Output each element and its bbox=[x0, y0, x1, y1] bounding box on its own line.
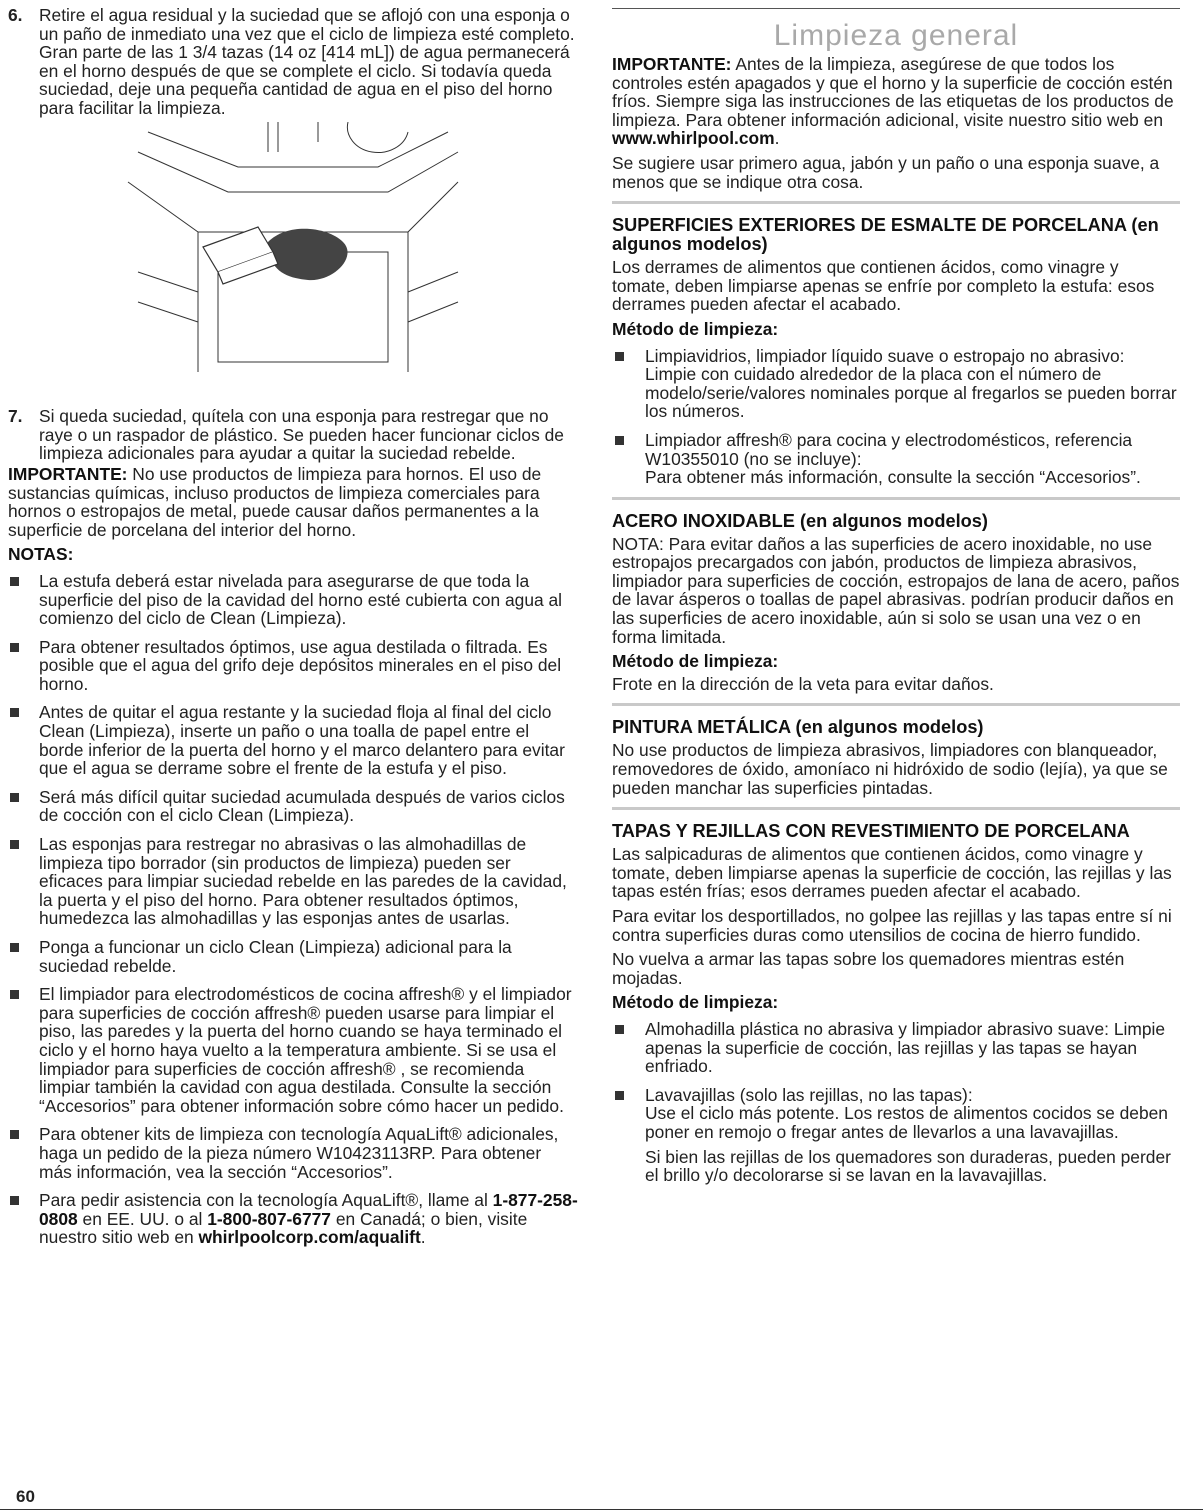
paragraph: No vuelva a armar las tapas sobre los quemadores mientras estén mojadas. bbox=[612, 949, 1125, 988]
note-text: Antes de quitar el agua restante y la suciedad floja al final del ciclo Clean (Limpieza), inserte un paño o una toalla de papel entre el borde inferior de la puerta del horno y el marco delantero para evitar que el agua se derrame sobre el frente de la estufa y el piso. bbox=[39, 702, 565, 779]
important-text: Antes de la limpieza, asegúrese de que todos los controles estén apagados y que el horno y la superficie de cocción estén fríos. Siempre siga las instrucciones de las etiquetas de los productos de limpieza. Para obtener información adicional, visite nuestro sitio web en bbox=[612, 54, 1174, 130]
notas-heading: NOTAS: bbox=[8, 544, 74, 565]
list-item bbox=[8, 788, 578, 825]
notes-list bbox=[8, 572, 578, 1247]
bullet-icon bbox=[615, 1025, 624, 1034]
bullet-text: Si bien las rejillas de los quemadores son duraderas, pueden perder el brillo y/o decolorarse si se lavan en la lavavajillas. bbox=[645, 1146, 1171, 1186]
bullet-icon bbox=[10, 793, 19, 802]
list-item bbox=[612, 1020, 1180, 1076]
oven-cleaning-illustration bbox=[118, 122, 468, 392]
bullet-icon bbox=[10, 577, 19, 586]
bullet-icon bbox=[615, 436, 624, 445]
list-item bbox=[8, 1125, 578, 1181]
important-note bbox=[8, 465, 578, 539]
list-item bbox=[8, 703, 578, 777]
bullet-text: Almohadilla plástica no abrasiva y limpiador abrasivo suave: Limpie apenas la superficie de cocción, las rejillas y las tapas se hayan enfriado. bbox=[645, 1018, 1166, 1077]
important-note bbox=[612, 55, 1180, 148]
bullet-icon bbox=[10, 1196, 19, 1205]
bullet-icon bbox=[10, 1130, 19, 1139]
bullet-text: Limpiador affresh® para cocina y electrodomésticos, referencia W10355010 (no se incluye): bbox=[645, 429, 1133, 469]
note-text: El limpiador para electrodomésticos de cocina affresh® y el limpiador para superficies de cocción affresh® pueden usarse para limpiar el piso, las paredes y la puerta del horno cuando se haya terminado el ciclo y el horno haya vuelto a la temperatura ambiente. Si se usa el limpiador para superficies de cocción affresh® , se recomienda limpiar también la cavidad con agua destilada. Consulte la sección “Accesorios” para obtener información sobre cómo hacer un pedido. bbox=[39, 984, 572, 1116]
bullet-icon bbox=[10, 643, 19, 652]
paragraph: NOTA: Para evitar daños a las superficies de acero inoxidable, no use estropajos precargados con jabón, productos de limpieza abrasivos, limpiador para superficies de cocción, estropajos de lana de acero, paños de lavar ásperos o toallas de papel abrasivas. podrían producir daños en las superficies de acero inoxidable, aún si solo se usan una vez o en forma limitada. bbox=[612, 533, 1180, 647]
list-item bbox=[612, 347, 1180, 421]
step-7 bbox=[8, 407, 578, 463]
method-list bbox=[612, 347, 1180, 487]
important-label: IMPORTANTE: bbox=[8, 463, 128, 484]
paragraph: Frote en la dirección de la veta para evitar daños. bbox=[612, 673, 994, 694]
suggestion-text: Se sugiere usar primero agua, jabón y un paño o una esponja suave, a menos que se indique otra cosa. bbox=[612, 152, 1160, 192]
note-text: Las esponjas para restregar no abrasivas o las almohadillas de limpieza tipo borrador (sin productos de limpieza) pueden ser eficaces para limpiar suciedad rebelde en las paredes de la cavidad, la puerta y el piso del horno. Para obtener resultados óptimos, humedezca las almohadillas y las esponjas antes de usarlas. bbox=[39, 834, 567, 929]
method-heading: Método de limpieza: bbox=[612, 318, 779, 339]
paragraph: Para evitar los desportillados, no golpee las rejillas y las tapas entre sí ni contra superficies duras como utensilios de cocina de hierro fundido. bbox=[612, 906, 1172, 945]
divider bbox=[612, 807, 1180, 810]
list-item bbox=[8, 638, 578, 694]
divider bbox=[612, 201, 1180, 204]
note-text-b: en EE. UU. o al bbox=[77, 1208, 208, 1229]
bullet-icon bbox=[10, 943, 19, 952]
bullet-text: Limpiavidrios, limpiador líquido suave o estropajo no abrasivo: Limpie con cuidado alrededor de la placa con el número de modelo/serie/valores nominales porque al fregarlos se pueden borrar los números. bbox=[645, 345, 1177, 422]
list-item bbox=[612, 1086, 1180, 1185]
list-item bbox=[8, 985, 578, 1115]
phone-ca: 1-800-807-6777 bbox=[207, 1208, 331, 1229]
method-heading: Método de limpieza: bbox=[612, 651, 779, 672]
method-list bbox=[612, 1020, 1180, 1185]
bullet-icon bbox=[615, 352, 624, 361]
important-label: IMPORTANTE: bbox=[612, 54, 732, 74]
note-text: La estufa deberá estar nivelada para asegurarse de que toda la superficie del piso de la cavidad del horno esté cubierta con agua al comienzo del ciclo de Clean (Limpieza). bbox=[39, 570, 563, 629]
note-text-a: Para pedir asistencia con la tecnología AquaLift®, llame al bbox=[39, 1190, 493, 1211]
step-number: 7. bbox=[8, 406, 23, 427]
list-item bbox=[612, 431, 1180, 487]
method-heading: Método de limpieza: bbox=[612, 992, 779, 1013]
left-column bbox=[8, 6, 578, 1257]
heading-porcelain-exterior: SUPERFICIES EXTERIORES DE ESMALTE DE PORCELANA (en algunos modelos) bbox=[612, 215, 1159, 255]
step-number: 6. bbox=[8, 5, 23, 25]
paragraph: Los derrames de alimentos que contienen ácidos, como vinagre y tomate, deben limpiarse apenas se enfríe por completo la estufa: esos derrames pueden afectar el acabado. bbox=[612, 257, 1155, 315]
page-number: 60 bbox=[16, 1487, 35, 1506]
support-url: whirlpoolcorp.com/aqualift bbox=[198, 1227, 421, 1248]
phone-us: 1-877-258-0808 bbox=[39, 1190, 578, 1229]
heading-metallic-paint: PINTURA METÁLICA (en algunos modelos) bbox=[612, 717, 984, 738]
note-text: Para obtener resultados óptimos, use agua destilada o filtrada. Es posible que el agua del grifo deje depósitos minerales en el piso del horno. bbox=[39, 636, 562, 694]
note-text-c: en Canadá; o bien, visite nuestro sitio web en bbox=[39, 1208, 528, 1248]
bullet-text: Lavavajillas (solo las rejillas, no las tapas): bbox=[645, 1084, 973, 1105]
section-title: Limpieza general bbox=[773, 19, 1019, 52]
bullet-icon bbox=[10, 990, 19, 999]
note-text: Ponga a funcionar un ciclo Clean (Limpieza) adicional para la suciedad rebelde. bbox=[39, 937, 512, 976]
bullet-icon bbox=[10, 708, 19, 717]
bullet-icon bbox=[615, 1091, 624, 1100]
bullet-text: Use el ciclo más potente. Los restos de alimentos cocidos se deben poner en remojo o fregar antes de llevarlos a una lavavajillas. bbox=[645, 1103, 1168, 1142]
important-end: . bbox=[774, 128, 780, 149]
step-6 bbox=[8, 6, 578, 118]
list-item bbox=[8, 572, 578, 628]
website-url: www.whirlpool.com bbox=[612, 128, 775, 149]
divider bbox=[612, 497, 1180, 500]
list-item bbox=[8, 938, 578, 975]
divider bbox=[612, 703, 1180, 706]
heading-porcelain-caps-grates: TAPAS Y REJILLAS CON REVESTIMIENTO DE PORCELANA bbox=[612, 821, 1130, 842]
bullet-icon bbox=[10, 840, 19, 849]
bullet-text: Para obtener más información, consulte la sección “Accesorios”. bbox=[645, 467, 1141, 488]
list-item bbox=[8, 835, 578, 928]
note-text-d: . bbox=[420, 1227, 426, 1248]
step-text: Retire el agua residual y la suciedad que se aflojó con una esponja o un paño de inmediato una vez que el ciclo de limpieza esté completo. Gran parte de las 1 3/4 tazas (14 oz [414 mL]) de agua permanecerá en el horno después de que se complete el ciclo. Si todavía queda suciedad, deje una pequeña cantidad de agua en el piso del horno para facilitar la limpieza. bbox=[39, 5, 575, 118]
soil-stain-icon bbox=[268, 228, 348, 279]
right-column bbox=[612, 8, 1180, 1195]
paragraph: Las salpicaduras de alimentos que contienen ácidos, como vinagre y tomate, deben limpiarse apenas la superficie de cocción, las rejillas y las tapas estén frías; esos derrames pueden afectar el acabado. bbox=[612, 844, 1172, 902]
list-item bbox=[8, 1191, 578, 1247]
paragraph: No use productos de limpieza abrasivos, limpiadores con blanqueador, removedores de óxido, amoníaco ni hidróxido de sodio (lejía), ya que se pueden manchar las superficies pintadas. bbox=[612, 740, 1168, 798]
note-text: Será más difícil quitar suciedad acumulada después de varios ciclos de cocción con el ciclo Clean (Limpieza). bbox=[39, 786, 565, 826]
important-text: No use productos de limpieza para hornos. El uso de sustancias químicas, incluso productos de limpieza comerciales para hornos o estropajos de metal, puede causar daños permanentes a la superficie de porcelana del interior del horno. bbox=[8, 463, 542, 540]
heading-stainless-steel: ACERO INOXIDABLE (en algunos modelos) bbox=[612, 510, 988, 531]
footer-rule bbox=[0, 1509, 1203, 1510]
note-text: Para obtener kits de limpieza con tecnología AquaLift® adicionales, haga un pedido de la pieza número W10423113RP. Para obtener más información, vea la sección “Accesorios”. bbox=[39, 1124, 559, 1182]
step-text: Si queda suciedad, quítela con una esponja para restregar que no raye o un raspador de plástico. Se pueden hacer funcionar ciclos de limpieza adicionales para ayudar a quitar la suciedad rebelde. bbox=[39, 406, 564, 464]
